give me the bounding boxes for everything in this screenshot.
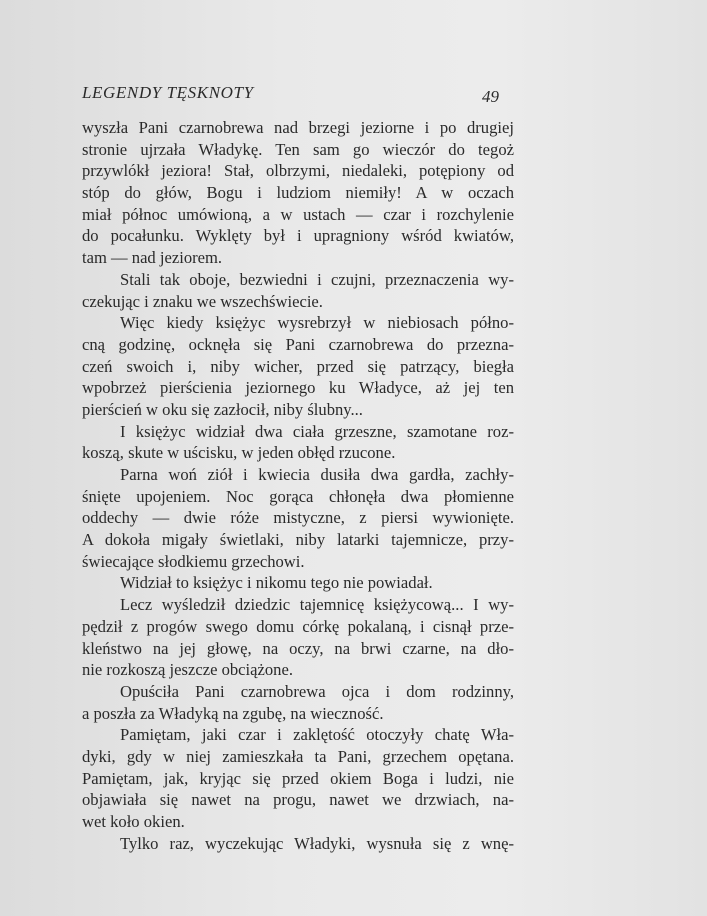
text-line: Parna woń ziół i kwiecia dusiła dwa gardła, zachły-: [120, 465, 514, 484]
text-line: przywlókł jeziora! Stał, olbrzymi, niedaleki, potępiony od: [82, 161, 514, 181]
text-line: Stali tak oboje, bezwiedni i czujni, przeznaczenia wy-: [120, 269, 514, 289]
text-line: oddechy — dwie róże mistyczne, z piersi wywionięte.: [82, 508, 514, 528]
text-line: cną godzinę, ocknęła się Pani czarnobrewa do przezna-: [82, 334, 514, 354]
text-line: objawiała się nawet na progu, nawet we drzwiach, na-: [82, 790, 514, 810]
text-line: Pamiętam, jaki czar i zaklętość otoczyły chatę Wła-: [120, 725, 514, 745]
text-line: koszą, skute w uścisku, w jeden obłęd rzucone.: [82, 443, 396, 463]
text-line: wet koło okien.: [82, 812, 185, 831]
text-line: wpobrzeż pierścienia jeziornego ku Władyce, aż jej ten: [82, 378, 514, 398]
text-line: czeń swoich i, niby wicher, przed się patrzący, biegła: [82, 356, 514, 376]
text-line: stronie ujrzała Władykę. Ten sam go wieczór do tegoż: [82, 139, 514, 159]
text-line: do pocałunku. Wyklęty był i upragniony wśród kwiatów,: [82, 226, 514, 246]
text-line: wyszła Pani czarnobrewa nad brzegi jeziorne i po drugiej: [82, 118, 514, 137]
text-line: tam — nad jeziorem.: [82, 248, 223, 268]
text-line: Widział to księżyc i nikomu tego nie powiadał.: [120, 573, 433, 593]
text-line: stóp do głów, Bogu i ludziom niemiły! A w oczach: [82, 183, 514, 203]
text-line: nie rozkoszą jeszcze obciążone.: [82, 660, 293, 680]
text-line: I księżyc widział dwa ciała grzeszne, szamotane roz-: [120, 421, 514, 441]
text-line: Więc kiedy księżyc wysrebrzył w niebiosach półno-: [120, 313, 514, 333]
text-line: czekując i znaku we wszechświecie.: [82, 291, 323, 311]
text-line: A dokoła migały świetlaki, niby latarki tajemnicze, przy-: [82, 530, 514, 550]
text-line: Opuściła Pani czarnobrewa ojca i dom rodzinny,: [120, 681, 514, 701]
text-line: pierścień w oku się zazłocił, niby ślubny...: [82, 399, 363, 419]
running-title: LEGENDY TĘSKNOTY: [82, 83, 254, 102]
page-number: 49: [482, 87, 499, 106]
text-line: świecające słodkiemu grzechowi.: [82, 551, 305, 571]
text-line: kleństwo na jej głowę, na oczy, na brwi czarne, na dło-: [82, 638, 514, 658]
text-line: Lecz wyśledził dziedzic tajemnicę księżycową... I wy-: [120, 595, 514, 615]
text-line: a poszła za Władyką na zgubę, na wieczność.: [82, 703, 384, 723]
text-line: Pamiętam, jak, kryjąc się przed okiem Boga i ludzi, nie: [82, 768, 514, 788]
text-line: pędził z progów swego domu córkę pokalaną, i cisnął prze-: [82, 616, 514, 636]
text-line: śnięte upojeniem. Noc gorąca chłonęła dwa płomienne: [82, 486, 514, 506]
body-text: [82, 117, 514, 854]
text-line: dyki, gdy w niej zamieszkała ta Pani, grzechem opętana.: [82, 746, 514, 766]
text-line: miał północ umówioną, a w ustach — czar i rozchylenie: [82, 204, 514, 224]
text-line: Tylko raz, wyczekując Władyki, wysnuła się z wnę-: [120, 833, 514, 853]
